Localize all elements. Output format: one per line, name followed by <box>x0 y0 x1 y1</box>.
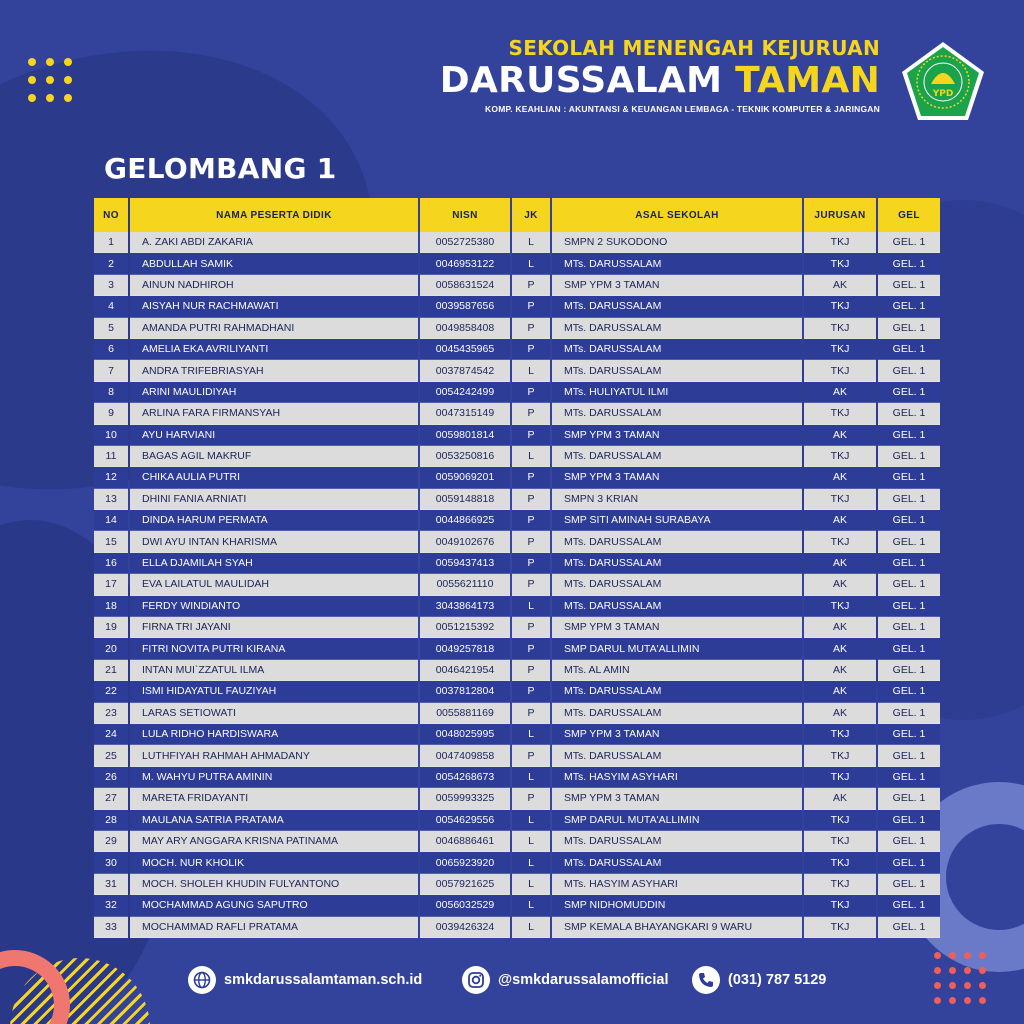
wave-cell: GEL. 1 <box>878 574 940 595</box>
nisn-cell: 0046421954 <box>420 660 510 681</box>
participant-name-cell: ABDULLAH SAMIK <box>130 253 418 274</box>
table-row <box>94 917 940 938</box>
major-cell: AK <box>804 425 876 446</box>
wave-cell: GEL. 1 <box>878 510 940 531</box>
gender-cell: P <box>512 553 550 574</box>
gender-cell: P <box>512 318 550 339</box>
gender-cell: P <box>512 660 550 681</box>
origin-school-cell: MTs. DARUSSALAM <box>552 831 802 852</box>
instagram-text: @smkdarussalamofficial <box>498 972 669 988</box>
wave-cell: GEL. 1 <box>878 703 940 724</box>
wave-cell: GEL. 1 <box>878 660 940 681</box>
major-cell: TKJ <box>804 253 876 274</box>
gender-cell: P <box>512 489 550 510</box>
major-cell: AK <box>804 553 876 574</box>
row-no-cell: 5 <box>94 318 128 339</box>
wave-cell: GEL. 1 <box>878 531 940 552</box>
nisn-cell: 0054242499 <box>420 382 510 403</box>
participant-name-cell: LULA RIDHO HARDISWARA <box>130 724 418 745</box>
wave-cell: GEL. 1 <box>878 724 940 745</box>
gender-cell: P <box>512 425 550 446</box>
participant-name-cell: FIRNA TRI JAYANI <box>130 617 418 638</box>
origin-school-cell: MTs. DARUSSALAM <box>552 339 802 360</box>
table-row <box>94 253 940 274</box>
participant-name-cell: FERDY WINDIANTO <box>130 596 418 617</box>
nisn-cell: 3043864173 <box>420 596 510 617</box>
school-name-part1: DARUSSALAM <box>439 60 723 101</box>
table-row <box>94 788 940 809</box>
origin-school-cell: MTs. DARUSSALAM <box>552 446 802 467</box>
major-cell: AK <box>804 382 876 403</box>
table-row <box>94 596 940 617</box>
nisn-cell: 0055621110 <box>420 574 510 595</box>
school-name-part2: TAMAN <box>735 60 880 101</box>
wave-cell: GEL. 1 <box>878 681 940 702</box>
participant-table <box>92 198 942 938</box>
row-no-cell: 28 <box>94 810 128 831</box>
participant-name-cell: INTAN MUI`ZZATUL ILMA <box>130 660 418 681</box>
origin-school-cell: MTs. HASYIM ASYHARI <box>552 874 802 895</box>
nisn-cell: 0055881169 <box>420 703 510 724</box>
row-no-cell: 31 <box>94 874 128 895</box>
gender-cell: L <box>512 446 550 467</box>
participant-name-cell: MARETA FRIDAYANTI <box>130 788 418 809</box>
origin-school-cell: MTs. DARUSSALAM <box>552 596 802 617</box>
row-no-cell: 23 <box>94 703 128 724</box>
participant-name-cell: LUTHFIYAH RAHMAH AHMADANY <box>130 745 418 766</box>
wave-cell: GEL. 1 <box>878 489 940 510</box>
gender-cell: L <box>512 724 550 745</box>
phone-icon <box>692 966 720 994</box>
origin-school-cell: MTs. DARUSSALAM <box>552 852 802 873</box>
table-row <box>94 703 940 724</box>
participant-name-cell: FITRI NOVITA PUTRI KIRANA <box>130 638 418 659</box>
origin-school-cell: SMPN 3 KRIAN <box>552 489 802 510</box>
table-row <box>94 318 940 339</box>
col-header-school: ASAL SEKOLAH <box>552 198 802 232</box>
nisn-cell: 0058631524 <box>420 275 510 296</box>
decorative-dots <box>28 58 72 102</box>
major-cell: TKJ <box>804 339 876 360</box>
major-cell: TKJ <box>804 596 876 617</box>
origin-school-cell: SMP YPM 3 TAMAN <box>552 617 802 638</box>
participant-name-cell: AMELIA EKA AVRILIYANTI <box>130 339 418 360</box>
participant-name-cell: ARLINA FARA FIRMANSYAH <box>130 403 418 424</box>
table-row <box>94 852 940 873</box>
instagram-icon <box>462 966 490 994</box>
participant-name-cell: BAGAS AGIL MAKRUF <box>130 446 418 467</box>
nisn-cell: 0047315149 <box>420 403 510 424</box>
wave-cell: GEL. 1 <box>878 232 940 253</box>
nisn-cell: 0039587656 <box>420 296 510 317</box>
participant-name-cell: DWI AYU INTAN KHARISMA <box>130 531 418 552</box>
wave-cell: GEL. 1 <box>878 253 940 274</box>
nisn-cell: 0052725380 <box>420 232 510 253</box>
nisn-cell: 0044866925 <box>420 510 510 531</box>
participant-name-cell: AMANDA PUTRI RAHMADHANI <box>130 318 418 339</box>
participant-name-cell: DINDA HARUM PERMATA <box>130 510 418 531</box>
table-row <box>94 339 940 360</box>
row-no-cell: 22 <box>94 681 128 702</box>
col-header-no: NO <box>94 198 128 232</box>
wave-cell: GEL. 1 <box>878 339 940 360</box>
origin-school-cell: SMP DARUL MUTA'ALLIMIN <box>552 638 802 659</box>
origin-school-cell: SMP DARUL MUTA'ALLIMIN <box>552 810 802 831</box>
major-cell: AK <box>804 638 876 659</box>
origin-school-cell: SMP YPM 3 TAMAN <box>552 467 802 488</box>
row-no-cell: 18 <box>94 596 128 617</box>
table-row <box>94 446 940 467</box>
nisn-cell: 0039426324 <box>420 917 510 938</box>
origin-school-cell: SMPN 2 SUKODONO <box>552 232 802 253</box>
row-no-cell: 17 <box>94 574 128 595</box>
origin-school-cell: SMP KEMALA BHAYANGKARI 9 WARU <box>552 917 802 938</box>
nisn-cell: 0047409858 <box>420 745 510 766</box>
wave-cell: GEL. 1 <box>878 403 940 424</box>
nisn-cell: 0037874542 <box>420 360 510 381</box>
table-row <box>94 745 940 766</box>
row-no-cell: 20 <box>94 638 128 659</box>
table-row <box>94 403 940 424</box>
table-row <box>94 467 940 488</box>
col-header-gel: GEL <box>878 198 940 232</box>
participant-name-cell: ARINI MAULIDIYAH <box>130 382 418 403</box>
row-no-cell: 21 <box>94 660 128 681</box>
wave-cell: GEL. 1 <box>878 296 940 317</box>
origin-school-cell: MTs. DARUSSALAM <box>552 681 802 702</box>
gender-cell: P <box>512 467 550 488</box>
nisn-cell: 0053250816 <box>420 446 510 467</box>
origin-school-cell: MTs. DARUSSALAM <box>552 745 802 766</box>
major-cell: TKJ <box>804 403 876 424</box>
table-row <box>94 382 940 403</box>
major-cell: TKJ <box>804 767 876 788</box>
row-no-cell: 24 <box>94 724 128 745</box>
wave-cell: GEL. 1 <box>878 318 940 339</box>
row-no-cell: 13 <box>94 489 128 510</box>
wave-cell: GEL. 1 <box>878 895 940 916</box>
participant-name-cell: M. WAHYU PUTRA AMININ <box>130 767 418 788</box>
origin-school-cell: MTs. AL AMIN <box>552 660 802 681</box>
participant-name-cell: AINUN NADHIROH <box>130 275 418 296</box>
gender-cell: L <box>512 852 550 873</box>
school-name <box>440 60 880 102</box>
row-no-cell: 27 <box>94 788 128 809</box>
participant-name-cell: LARAS SETIOWATI <box>130 703 418 724</box>
globe-icon <box>188 966 216 994</box>
page-title: GELOMBANG 1 <box>104 152 337 185</box>
row-no-cell: 4 <box>94 296 128 317</box>
gender-cell: L <box>512 874 550 895</box>
major-cell: TKJ <box>804 318 876 339</box>
gender-cell: P <box>512 681 550 702</box>
origin-school-cell: SMP NIDHOMUDDIN <box>552 895 802 916</box>
row-no-cell: 3 <box>94 275 128 296</box>
table-row <box>94 232 940 253</box>
gender-cell: P <box>512 788 550 809</box>
row-no-cell: 16 <box>94 553 128 574</box>
school-logo <box>900 40 986 122</box>
gender-cell: L <box>512 596 550 617</box>
participant-name-cell: ISMI HIDAYATUL FAUZIYAH <box>130 681 418 702</box>
logo-text: YPD <box>932 89 954 99</box>
nisn-cell: 0048025995 <box>420 724 510 745</box>
gender-cell: P <box>512 574 550 595</box>
nisn-cell: 0037812804 <box>420 681 510 702</box>
major-cell: AK <box>804 467 876 488</box>
table-header-row <box>94 198 940 232</box>
origin-school-cell: MTs. DARUSSALAM <box>552 703 802 724</box>
gender-cell: L <box>512 810 550 831</box>
participant-name-cell: MOCH. NUR KHOLIK <box>130 852 418 873</box>
nisn-cell: 0065923920 <box>420 852 510 873</box>
wave-cell: GEL. 1 <box>878 767 940 788</box>
programs-line: KOMP. KEAHLIAN : AKUNTANSI & KEUANGAN LEMBAGA - TEKNIK KOMPUTER & JARINGAN <box>485 104 880 114</box>
gender-cell: L <box>512 232 550 253</box>
row-no-cell: 9 <box>94 403 128 424</box>
participant-name-cell: MAULANA SATRIA PRATAMA <box>130 810 418 831</box>
participant-name-cell: MOCHAMMAD AGUNG SAPUTRO <box>130 895 418 916</box>
nisn-cell: 0045435965 <box>420 339 510 360</box>
major-cell: TKJ <box>804 489 876 510</box>
origin-school-cell: MTs. DARUSSALAM <box>552 253 802 274</box>
nisn-cell: 0059437413 <box>420 553 510 574</box>
row-no-cell: 30 <box>94 852 128 873</box>
gender-cell: L <box>512 767 550 788</box>
major-cell: AK <box>804 574 876 595</box>
nisn-cell: 0056032529 <box>420 895 510 916</box>
participant-name-cell: AISYAH NUR RACHMAWATI <box>130 296 418 317</box>
gender-cell: P <box>512 296 550 317</box>
origin-school-cell: SMP YPM 3 TAMAN <box>552 724 802 745</box>
row-no-cell: 29 <box>94 831 128 852</box>
row-no-cell: 7 <box>94 360 128 381</box>
table-row <box>94 681 940 702</box>
origin-school-cell: SMP YPM 3 TAMAN <box>552 275 802 296</box>
origin-school-cell: SMP YPM 3 TAMAN <box>552 788 802 809</box>
nisn-cell: 0049102676 <box>420 531 510 552</box>
participant-name-cell: EVA LAILATUL MAULIDAH <box>130 574 418 595</box>
origin-school-cell: MTs. DARUSSALAM <box>552 360 802 381</box>
nisn-cell: 0054629556 <box>420 810 510 831</box>
origin-school-cell: MTs. HASYIM ASYHARI <box>552 767 802 788</box>
gender-cell: P <box>512 275 550 296</box>
origin-school-cell: MTs. DARUSSALAM <box>552 318 802 339</box>
participant-name-cell: DHINI FANIA ARNIATI <box>130 489 418 510</box>
wave-cell: GEL. 1 <box>878 917 940 938</box>
wave-cell: GEL. 1 <box>878 874 940 895</box>
major-cell: AK <box>804 788 876 809</box>
row-no-cell: 32 <box>94 895 128 916</box>
wave-cell: GEL. 1 <box>878 275 940 296</box>
row-no-cell: 1 <box>94 232 128 253</box>
school-header <box>440 36 880 114</box>
participant-name-cell: ANDRA TRIFEBRIASYAH <box>130 360 418 381</box>
nisn-cell: 0057921625 <box>420 874 510 895</box>
row-no-cell: 8 <box>94 382 128 403</box>
major-cell: AK <box>804 681 876 702</box>
gender-cell: P <box>512 745 550 766</box>
wave-cell: GEL. 1 <box>878 745 940 766</box>
row-no-cell: 25 <box>94 745 128 766</box>
wave-cell: GEL. 1 <box>878 446 940 467</box>
wave-cell: GEL. 1 <box>878 788 940 809</box>
nisn-cell: 0046886461 <box>420 831 510 852</box>
nisn-cell: 0051215392 <box>420 617 510 638</box>
row-no-cell: 33 <box>94 917 128 938</box>
major-cell: AK <box>804 275 876 296</box>
major-cell: TKJ <box>804 895 876 916</box>
origin-school-cell: MTs. DARUSSALAM <box>552 296 802 317</box>
table-row <box>94 360 940 381</box>
footer-website[interactable] <box>188 964 422 996</box>
gender-cell: P <box>512 403 550 424</box>
school-type: SEKOLAH MENENGAH KEJURUAN <box>508 36 880 60</box>
table-row <box>94 296 940 317</box>
gender-cell: P <box>512 638 550 659</box>
nisn-cell: 0059993325 <box>420 788 510 809</box>
row-no-cell: 19 <box>94 617 128 638</box>
table-row <box>94 275 940 296</box>
gender-cell: L <box>512 831 550 852</box>
wave-cell: GEL. 1 <box>878 852 940 873</box>
major-cell: TKJ <box>804 852 876 873</box>
participant-name-cell: MOCH. SHOLEH KHUDIN FULYANTONO <box>130 874 418 895</box>
origin-school-cell: SMP YPM 3 TAMAN <box>552 425 802 446</box>
major-cell: TKJ <box>804 446 876 467</box>
col-header-name: NAMA PESERTA DIDIK <box>130 198 418 232</box>
wave-cell: GEL. 1 <box>878 360 940 381</box>
phone-text: (031) 787 5129 <box>728 972 827 988</box>
participant-name-cell: ELLA DJAMILAH SYAH <box>130 553 418 574</box>
wave-cell: GEL. 1 <box>878 425 940 446</box>
gender-cell: P <box>512 531 550 552</box>
table-row <box>94 531 940 552</box>
gender-cell: P <box>512 382 550 403</box>
table-row <box>94 895 940 916</box>
gender-cell: L <box>512 917 550 938</box>
nisn-cell: 0059148818 <box>420 489 510 510</box>
origin-school-cell: MTs. DARUSSALAM <box>552 553 802 574</box>
major-cell: TKJ <box>804 745 876 766</box>
table-row <box>94 767 940 788</box>
table-row <box>94 874 940 895</box>
major-cell: TKJ <box>804 874 876 895</box>
participant-name-cell: AYU HARVIANI <box>130 425 418 446</box>
major-cell: TKJ <box>804 360 876 381</box>
wave-cell: GEL. 1 <box>878 810 940 831</box>
wave-cell: GEL. 1 <box>878 617 940 638</box>
gender-cell: P <box>512 339 550 360</box>
major-cell: TKJ <box>804 917 876 938</box>
gender-cell: P <box>512 703 550 724</box>
table-row <box>94 724 940 745</box>
table-row <box>94 638 940 659</box>
participant-name-cell: CHIKA AULIA PUTRI <box>130 467 418 488</box>
wave-cell: GEL. 1 <box>878 831 940 852</box>
major-cell: AK <box>804 703 876 724</box>
gender-cell: P <box>512 617 550 638</box>
row-no-cell: 15 <box>94 531 128 552</box>
origin-school-cell: MTs. DARUSSALAM <box>552 531 802 552</box>
participant-name-cell: MOCHAMMAD RAFLI PRATAMA <box>130 917 418 938</box>
major-cell: TKJ <box>804 831 876 852</box>
major-cell: AK <box>804 660 876 681</box>
origin-school-cell: MTs. DARUSSALAM <box>552 574 802 595</box>
wave-cell: GEL. 1 <box>878 467 940 488</box>
nisn-cell: 0046953122 <box>420 253 510 274</box>
footer-instagram[interactable] <box>462 964 669 996</box>
table-row <box>94 617 940 638</box>
wave-cell: GEL. 1 <box>878 553 940 574</box>
origin-school-cell: MTs. HULIYATUL ILMI <box>552 382 802 403</box>
gender-cell: L <box>512 253 550 274</box>
website-text: smkdarussalamtaman.sch.id <box>224 972 423 988</box>
col-header-jk: JK <box>512 198 550 232</box>
row-no-cell: 2 <box>94 253 128 274</box>
col-header-major: JURUSAN <box>804 198 876 232</box>
row-no-cell: 12 <box>94 467 128 488</box>
gender-cell: L <box>512 895 550 916</box>
table-row <box>94 660 940 681</box>
gender-cell: L <box>512 360 550 381</box>
table-row <box>94 553 940 574</box>
footer-phone[interactable] <box>692 964 826 996</box>
row-no-cell: 10 <box>94 425 128 446</box>
major-cell: TKJ <box>804 810 876 831</box>
table-row <box>94 574 940 595</box>
origin-school-cell: MTs. DARUSSALAM <box>552 403 802 424</box>
row-no-cell: 26 <box>94 767 128 788</box>
row-no-cell: 11 <box>94 446 128 467</box>
participant-name-cell: MAY ARY ANGGARA KRISNA PATINAMA <box>130 831 418 852</box>
major-cell: TKJ <box>804 296 876 317</box>
decorative-dots <box>934 952 986 1004</box>
major-cell: AK <box>804 617 876 638</box>
wave-cell: GEL. 1 <box>878 382 940 403</box>
col-header-nisn: NISN <box>420 198 510 232</box>
wave-cell: GEL. 1 <box>878 638 940 659</box>
nisn-cell: 0054268673 <box>420 767 510 788</box>
table-row <box>94 810 940 831</box>
table-row <box>94 489 940 510</box>
row-no-cell: 6 <box>94 339 128 360</box>
nisn-cell: 0049257818 <box>420 638 510 659</box>
major-cell: TKJ <box>804 724 876 745</box>
major-cell: AK <box>804 510 876 531</box>
wave-cell: GEL. 1 <box>878 596 940 617</box>
major-cell: TKJ <box>804 232 876 253</box>
nisn-cell: 0059801814 <box>420 425 510 446</box>
nisn-cell: 0059069201 <box>420 467 510 488</box>
participant-name-cell: A. ZAKI ABDI ZAKARIA <box>130 232 418 253</box>
row-no-cell: 14 <box>94 510 128 531</box>
nisn-cell: 0049858408 <box>420 318 510 339</box>
gender-cell: P <box>512 510 550 531</box>
origin-school-cell: SMP SITI AMINAH SURABAYA <box>552 510 802 531</box>
table-row <box>94 831 940 852</box>
table-row <box>94 510 940 531</box>
major-cell: TKJ <box>804 531 876 552</box>
table-row <box>94 425 940 446</box>
